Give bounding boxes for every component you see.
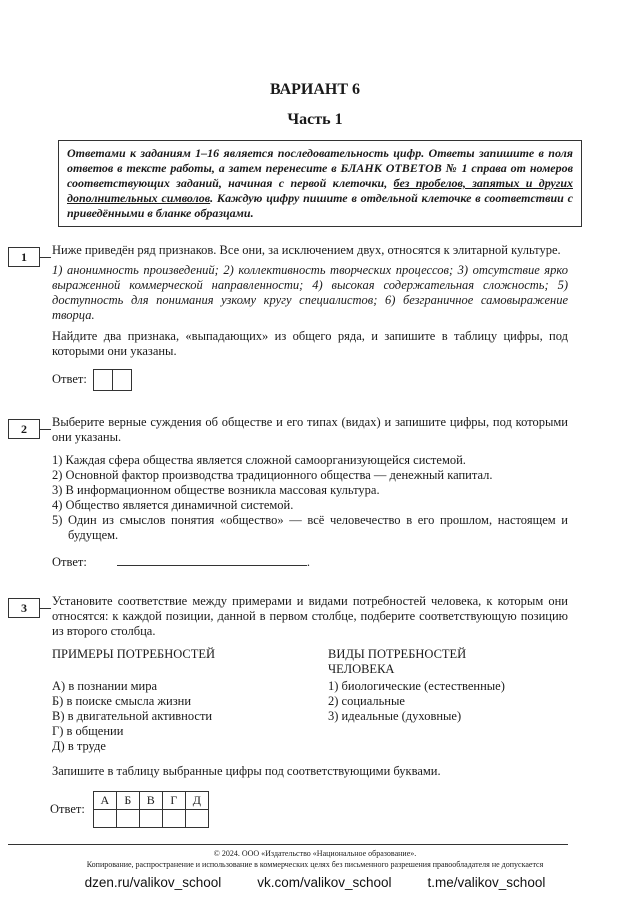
task-3-instruction: Запишите в таблицу выбранные цифры под соответствующими буквами.: [52, 764, 441, 778]
answer-period: .: [306, 555, 310, 569]
example-item: А) в познании мира: [52, 679, 158, 693]
task-2-wrapper: [0, 415, 630, 570]
task-3-intro: Установите соответствие между примерами и видами потребностей человека, к которым они относятся: к каждой позиции, данной в первом столбце, подберите соответствующую позицию из второго столбца.: [52, 594, 568, 638]
types-column: [328, 647, 528, 754]
task-number-2: 2: [8, 419, 40, 439]
task-2-item: 1) Каждая сфера общества является сложной самоорганизующейся системой.: [52, 453, 466, 467]
task-3-answer: [50, 791, 630, 828]
example-item: Б) в поиске смысла жизни: [52, 694, 192, 708]
answer-cell[interactable]: [116, 810, 139, 828]
types-header: ВИДЫ ПОТРЕБНОСТЕЙ ЧЕЛОВЕКА: [328, 647, 467, 676]
answer-label: Ответ:: [52, 555, 87, 569]
instructions-text-end: . Каждую цифру пишите в отдельной клеточке в соответствии с приведёнными в бланке образцами.: [67, 191, 573, 220]
task-2-item: 2) Основной фактор производства традиционного общества — денежный капитал.: [52, 468, 493, 482]
task-3-wrapper: [0, 594, 630, 779]
letter-header: А: [93, 792, 116, 810]
answer-label: Ответ:: [50, 802, 85, 816]
type-item: 2) социальные: [328, 694, 405, 708]
task-1-items: 1) анонимность произведений; 2) коллективность творческих процессов; 3) отсутствие ярко выраженной коммерческой направленности; 4) высокая содержательная сложность; 5) доступность для понимания узкому кругу специалистов; 6) безграничное самовыражение творца.: [52, 263, 568, 322]
answer-cell[interactable]: [139, 810, 162, 828]
task-number-3: 3: [8, 598, 40, 618]
task-1-wrapper: [0, 243, 630, 391]
task-2: [52, 415, 568, 570]
footer-links: [0, 874, 630, 897]
task-number-1: 1: [8, 247, 40, 267]
link-vk[interactable]: vk.com/valikov_school: [257, 875, 392, 890]
letter-header: Б: [116, 792, 139, 810]
part-title: Часть 1: [287, 111, 343, 128]
answer-label: Ответ:: [52, 371, 87, 386]
answer-cell-2[interactable]: [112, 369, 132, 391]
instructions-underlined: без пробелов, запятых и других дополнительных символов: [67, 176, 573, 205]
letter-header: Д: [185, 792, 208, 810]
answer-cell[interactable]: [93, 810, 116, 828]
answer-cell[interactable]: [185, 810, 208, 828]
answer-cell[interactable]: [162, 810, 185, 828]
letter-header: В: [139, 792, 162, 810]
instructions-text: Ответами к заданиям 1–16 является последовательность цифр. Ответы запишите в поля ответов в тексте работы, а затем перенесите в БЛАНК ОТВЕТОВ № 1 справа от номеров соответствующих заданий, начиная с первой клеточки,: [67, 146, 573, 190]
type-item: 3) идеальные (духовные): [328, 709, 462, 723]
task-1-intro: Ниже приведён ряд признаков. Все они, за исключением двух, относятся к элитарной культуре.: [52, 243, 561, 257]
task-2-item: 5) Один из смыслов понятия «общество» — всё человечество в его прошлом, настоящем и будущем.: [52, 513, 568, 542]
footer-divider: [8, 844, 568, 845]
task-2-item: 4) Общество является динамичной системой.: [52, 498, 294, 512]
answer-line[interactable]: [117, 553, 307, 566]
examples-column: [52, 647, 328, 754]
example-item: Г) в общении: [52, 724, 124, 738]
copyright-notice: Копирование, распространение и использование в коммерческих целях без письменного разрешения правообладателя не допускается: [86, 860, 544, 869]
answer-table: [93, 791, 209, 828]
type-item: 1) биологические (естественные): [328, 679, 505, 693]
copyright: © 2024. ООО «Издательство «Национальное образование».: [213, 849, 417, 858]
variant-title: ВАРИАНТ 6: [269, 81, 361, 98]
task-1: [52, 243, 568, 391]
examples-header: ПРИМЕРЫ ПОТРЕБНОСТЕЙ: [52, 647, 216, 661]
answer-cell-1[interactable]: [93, 369, 113, 391]
task-2-item: 3) В информационном обществе возникла массовая культура.: [52, 483, 380, 497]
letter-header: Г: [162, 792, 185, 810]
task-2-intro: Выберите верные суждения об обществе и его типах (видах) и запишите цифры, под которыми они указаны.: [52, 415, 568, 444]
link-telegram[interactable]: t.me/valikov_school: [427, 875, 546, 890]
example-item: Д) в труде: [52, 739, 106, 753]
link-dzen[interactable]: dzen.ru/valikov_school: [84, 875, 222, 890]
example-item: В) в двигательной активности: [52, 709, 213, 723]
task-1-question: Найдите два признака, «выпадающих» из общего ряда, и запишите в таблицу цифры, под которыми они указаны.: [52, 329, 568, 358]
instructions-box: [58, 140, 582, 227]
task-3: [52, 594, 568, 779]
